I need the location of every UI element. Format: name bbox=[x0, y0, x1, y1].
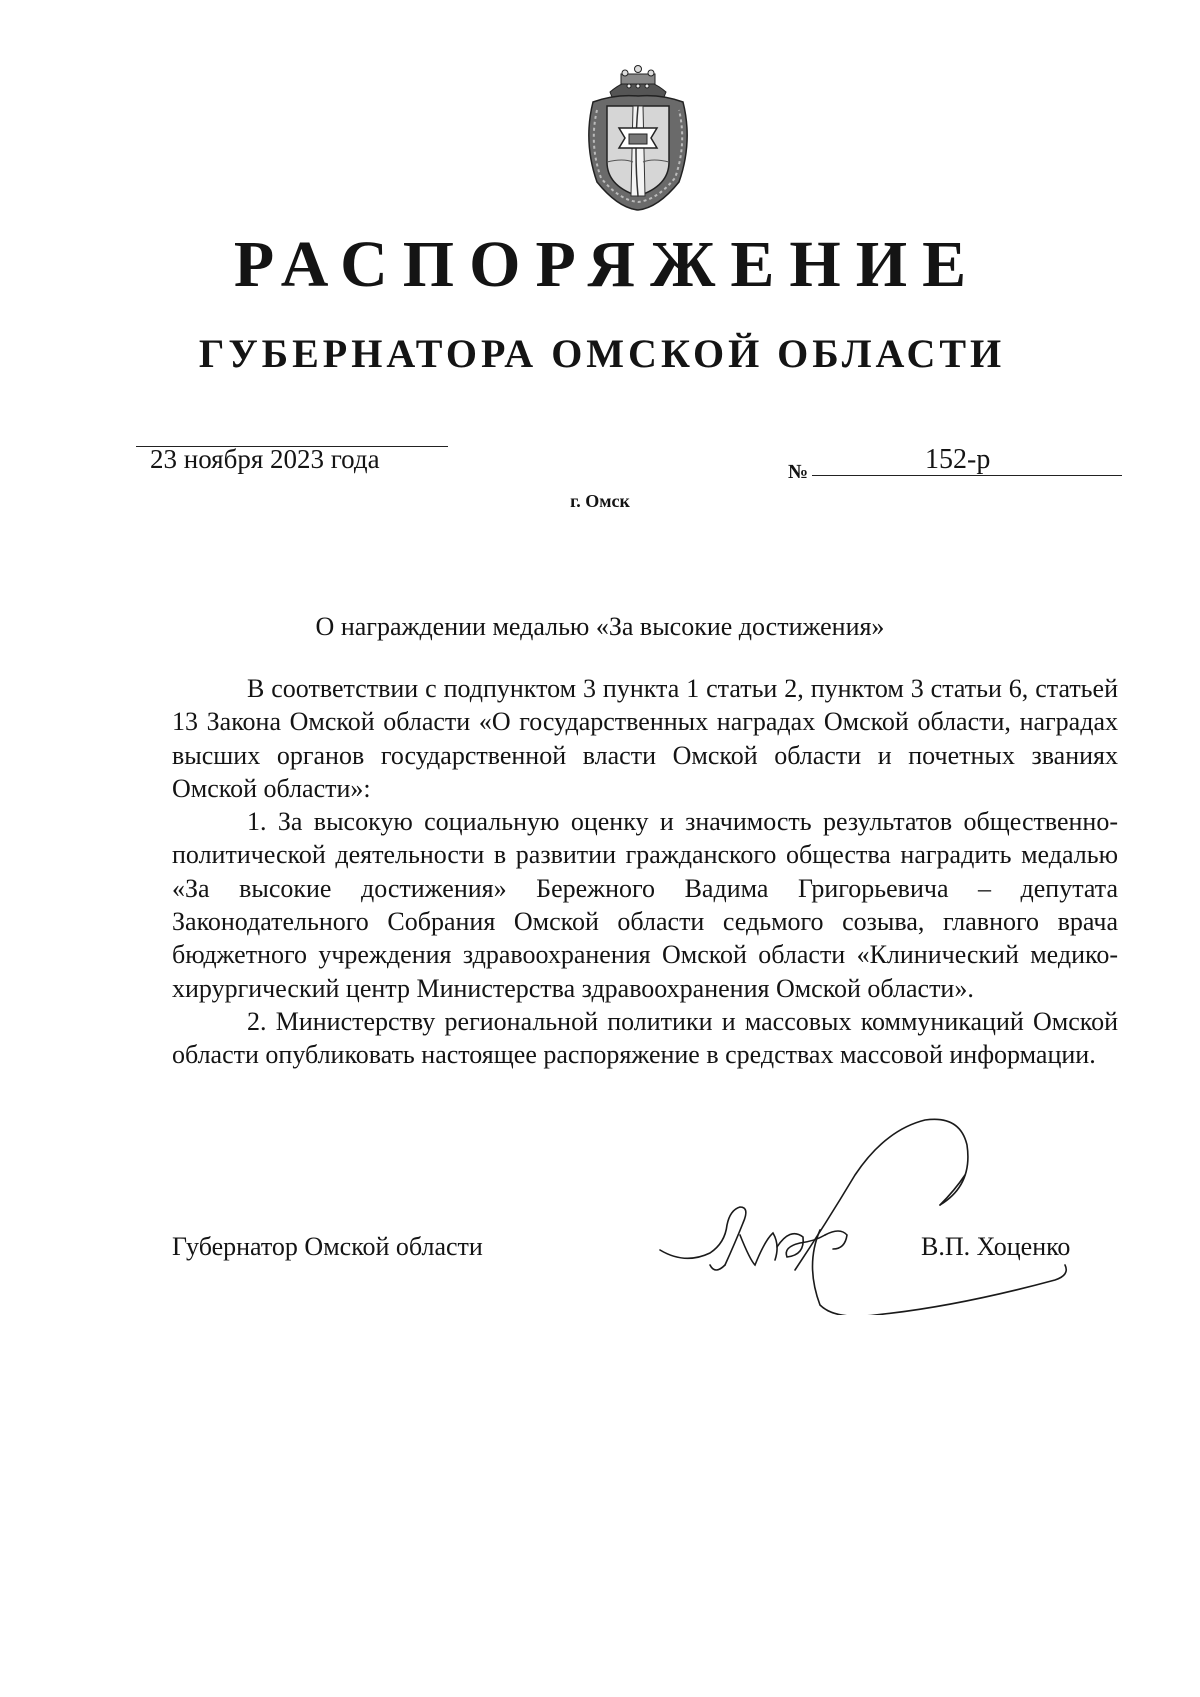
document-city: г. Омск bbox=[570, 491, 630, 511]
body-item-2: 2. Министерству региональной политики и массовых коммуникаций Омской области опубликовать настоящее распоряжение в средствах массовой информации. bbox=[172, 1006, 1118, 1070]
number-sign: № bbox=[788, 461, 809, 483]
body-item-1: 1. За высокую социальную оценку и значимость результатов общественно-политической деятельности в развитии гражданского общества наградить медалью «За высокие достижения» Бережного Вадима Григорьевича – депутата Законодательного Собрания Омской области седьмого созыва, главного врача бюджетного учреждения здравоохранения Омской области «Клинический медико-хирургический центр Министерства здравоохранения Омской области». bbox=[172, 807, 1118, 1003]
document-subject: О награждении медалью «За высокие достижения» bbox=[315, 612, 885, 641]
handwritten-signature bbox=[655, 1115, 1075, 1315]
body-preamble: В соответствии с подпунктом 3 пункта 1 статьи 2, пунктом 3 статьи 6, статьей 13 Закона Омской области «О государственных наградах Омской области, наградах высших органов государственной власти Омской области и почетных званиях Омской области»: bbox=[172, 674, 1118, 803]
document-subtitle: ГУБЕРНАТОРА ОМСКОЙ ОБЛАСТИ bbox=[198, 331, 1006, 376]
number-underline bbox=[812, 475, 1122, 476]
signatory-position: Губернатор Омской области bbox=[172, 1232, 483, 1261]
document-date: 23 ноября 2023 года bbox=[150, 444, 380, 474]
document-number: 152-р bbox=[925, 444, 991, 475]
document-body bbox=[172, 672, 1118, 1072]
document-title: РАСПОРЯЖЕНИЕ bbox=[233, 228, 982, 301]
omsk-region-coat-of-arms-icon bbox=[563, 62, 713, 212]
signatory-name: В.П. Хоценко bbox=[921, 1232, 1071, 1261]
